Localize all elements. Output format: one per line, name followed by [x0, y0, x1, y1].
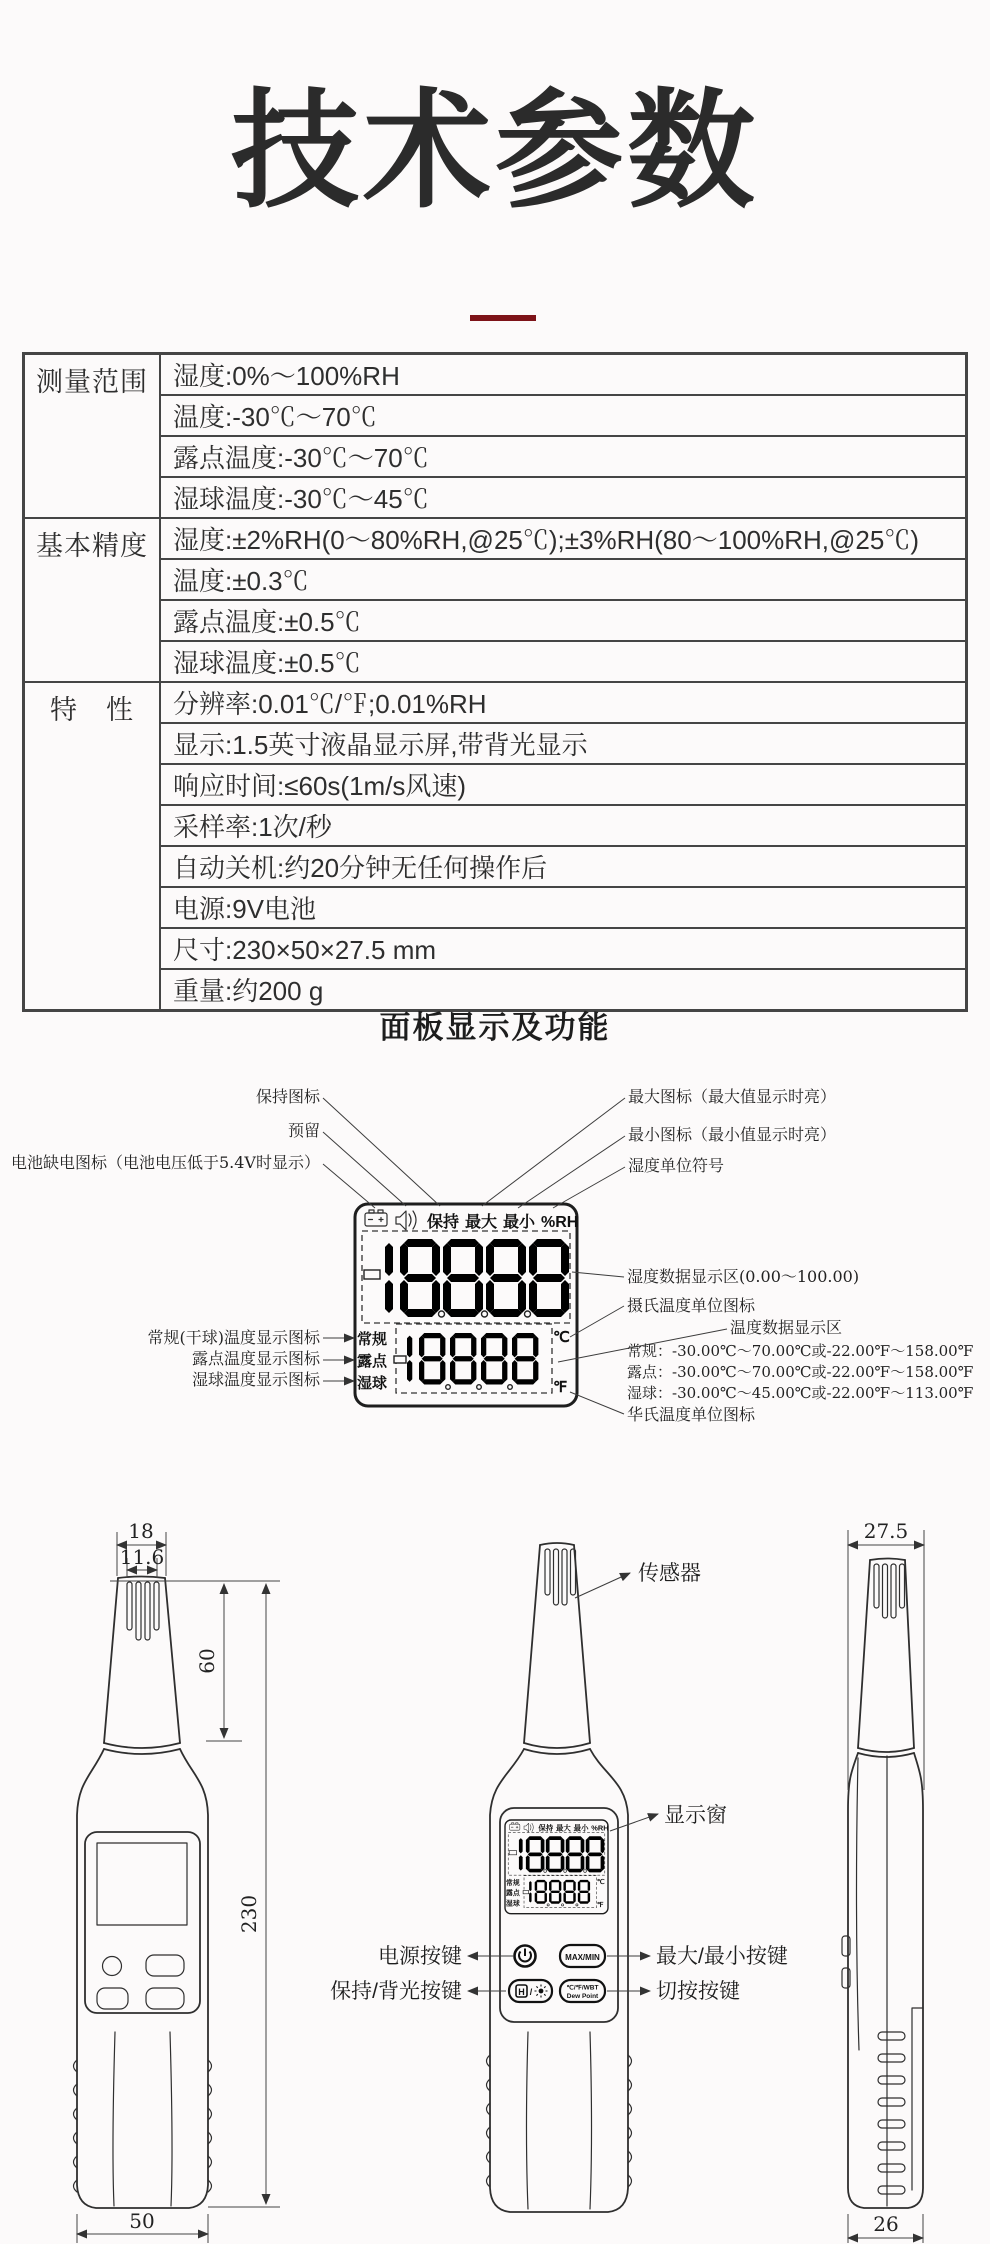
- spec-row: 湿球温度:-30℃～45℃: [160, 477, 967, 518]
- lcd-normal-label: 常规: [357, 1331, 388, 1348]
- label-display-window: 显示窗: [664, 1804, 727, 1827]
- seven-segment-humidity: [364, 1239, 569, 1317]
- lcd-wet-label: 湿球: [357, 1375, 388, 1392]
- callout-reserved: 预留: [287, 1121, 320, 1140]
- front-view-labeled: [330, 1543, 788, 2212]
- hold-backlight-button: [509, 1980, 552, 2002]
- dimension-lines: [77, 1532, 280, 2243]
- front-lcd-window: [97, 1843, 187, 1925]
- callout-wet-icon: 湿球温度显示图标: [191, 1370, 320, 1389]
- spec-row: 湿球温度:±0.5℃: [160, 641, 967, 682]
- seven-segment-temperature: [394, 1333, 538, 1389]
- mini-lcd-display: [505, 1820, 609, 1914]
- callout-rh-unit: 湿度单位符号: [628, 1156, 725, 1175]
- spec-row: 露点温度:±0.5℃: [160, 600, 967, 641]
- spec-row: 显示:1.5英寸液晶显示屏,带背光显示: [160, 723, 967, 764]
- callout-celsius-icon: 摄氏温度单位图标: [627, 1296, 756, 1315]
- label-sensor: 传感器: [638, 1562, 701, 1585]
- svg-text:℃/℉/WBT: ℃/℉/WBT: [566, 1984, 599, 1992]
- callout-min-icon: 最小图标（最小值显示时亮）: [628, 1125, 837, 1144]
- spec-row: 自动关机:约20分钟无任何操作后: [160, 846, 967, 887]
- callout-dew-icon: 露点温度显示图标: [191, 1349, 320, 1368]
- drawing-callout-lines: [468, 1573, 658, 1991]
- spec-row: 分辨率:0.01℃/℉;0.01%RH: [160, 682, 967, 723]
- callout-temp-area-title: 温度数据显示区: [730, 1318, 843, 1337]
- panel-and-drawings-diagram: [0, 1050, 990, 2244]
- lcd-max-label: 最大: [465, 1214, 498, 1231]
- lcd-celsius-unit: ℃: [553, 1329, 570, 1346]
- dim-body-length: 230: [237, 1894, 261, 1934]
- spec-row: 电源:9V电池: [160, 887, 967, 928]
- spec-group-label-range: 测量范围: [24, 354, 161, 519]
- dim-side-bottom-width: 26: [873, 2212, 899, 2236]
- callout-fahrenheit-icon: 华氏温度单位图标: [627, 1405, 756, 1424]
- spec-row: 温度:±0.3℃: [160, 559, 967, 600]
- callout-temp-range-normal: 常规：-30.00℃～70.00℃或-22.00℉～158.00℉: [627, 1342, 974, 1360]
- battery-vent-slots: [878, 2032, 905, 2194]
- lcd-rh-label: %RH: [541, 1214, 579, 1231]
- lcd-panel: [355, 1204, 578, 1406]
- svg-text:H: H: [518, 1987, 525, 1997]
- lcd-hold-label: 保持: [427, 1214, 460, 1231]
- spec-row: 湿度:±2%RH(0～80%RH,@25℃);±3%RH(80～100%RH,@25℃): [160, 518, 967, 559]
- svg-text:/: /: [529, 1987, 533, 1997]
- spec-row: 重量:约200 g: [160, 969, 967, 1011]
- label-power-button: 电源按键: [378, 1945, 462, 1968]
- svg-text:Dew Point: Dew Point: [566, 1993, 599, 2000]
- dim-side-width: 27.5: [863, 1519, 909, 1543]
- label-switch-button: 切按按键: [656, 1980, 740, 2003]
- callout-temp-range-wet: 湿球：-30.00℃～45.00℃或-22.00℉～113.00℉: [627, 1384, 974, 1402]
- page-title: 技术参数: [230, 80, 759, 223]
- speaker-icon: [396, 1211, 416, 1230]
- front-view-dimensioned: [74, 1519, 281, 2243]
- spec-row: 采样率:1次/秒: [160, 805, 967, 846]
- callout-hold-icon: 保持图标: [255, 1087, 320, 1106]
- spec-row: 响应时间:≤60s(1m/s风速): [160, 764, 967, 805]
- spec-row: 温度:-30℃～70℃: [160, 395, 967, 436]
- label-hold-backlight-button: 保持/背光按键: [330, 1980, 462, 2003]
- spec-group-label-features: 特 性: [24, 682, 161, 1011]
- lcd-min-label: 最小: [503, 1214, 536, 1231]
- callout-humidity-area: 湿度数据显示区(0.00～100.00): [627, 1267, 860, 1286]
- backlight-sun-icon: [535, 1985, 548, 1998]
- side-view: [842, 1519, 924, 2243]
- max-min-button: [560, 1945, 605, 1967]
- dim-body-width: 50: [129, 2209, 155, 2233]
- power-button: [515, 1946, 536, 1967]
- callout-battery-icon: 电池缺电图标（电池电压低于5.4V时显示）: [10, 1153, 320, 1172]
- callout-normal-icon: 常规(干球)温度显示图标: [147, 1328, 320, 1347]
- unit-switch-button: [560, 1980, 605, 2002]
- spec-row: 露点温度:-30℃～70℃: [160, 436, 967, 477]
- battery-icon: [365, 1210, 387, 1226]
- svg-text:MAX/MIN: MAX/MIN: [565, 1953, 600, 1962]
- section-title-panel: 面板显示及功能: [379, 1010, 611, 1045]
- spec-row: 尺寸:230×50×27.5 mm: [160, 928, 967, 969]
- spec-row: 湿度:0%～100%RH: [160, 354, 967, 396]
- spec-table: [22, 352, 968, 1012]
- dim-sensor-length: 60: [195, 1648, 219, 1674]
- label-max-min-button: 最大/最小按键: [656, 1945, 788, 1968]
- callout-temp-range-dew: 露点：-30.00℃～70.00℃或-22.00℉～158.00℉: [627, 1363, 974, 1381]
- lcd-fahrenheit-unit: ℉: [553, 1379, 568, 1396]
- title-divider: [470, 315, 536, 321]
- dim-sensor-top-width: 18: [128, 1519, 154, 1543]
- dim-sensor-inner-width: 11.6: [119, 1545, 165, 1569]
- callout-max-icon: 最大图标（最大值显示时亮）: [628, 1087, 837, 1106]
- spec-group-label-accuracy: 基本精度: [24, 518, 161, 682]
- lcd-dew-label: 露点: [357, 1353, 388, 1370]
